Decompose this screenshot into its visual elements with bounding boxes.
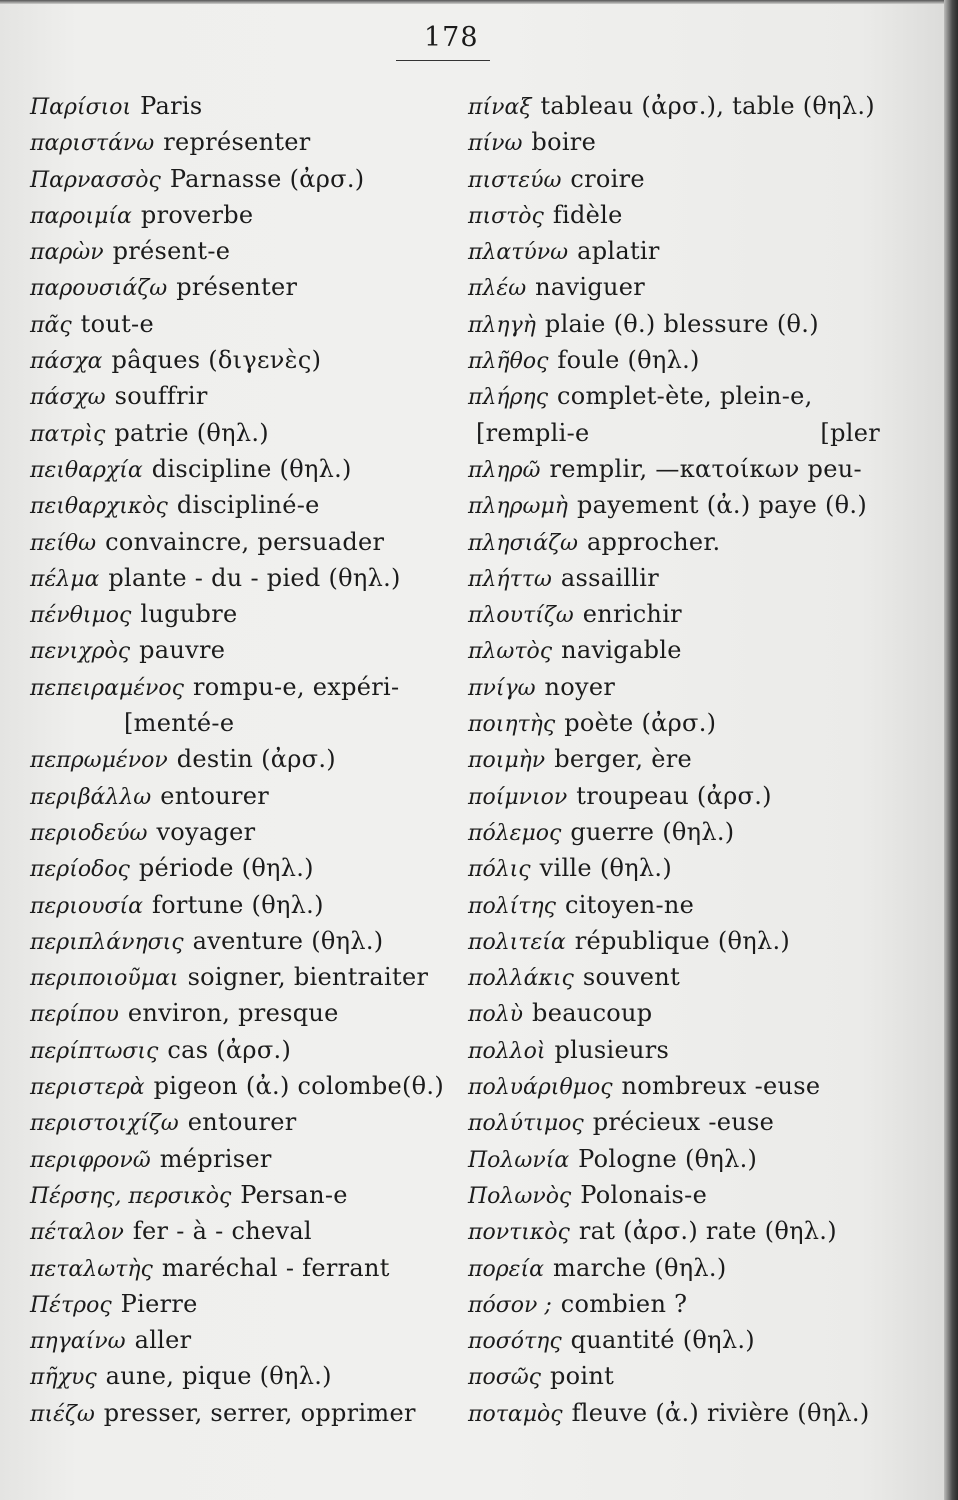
french-gloss: soigner, bientraiter <box>187 963 429 992</box>
dictionary-entry <box>30 778 450 814</box>
dictionary-entry <box>468 923 880 959</box>
french-gloss: pigeon (ἀ.) colombe(θ.) <box>153 1072 444 1101</box>
french-gloss: entourer <box>187 1108 297 1137</box>
dictionary-entry <box>468 850 880 886</box>
greek-headword: πολλοὶ <box>468 1038 546 1064</box>
french-gloss: maréchal - ferrant <box>161 1253 390 1282</box>
greek-headword: πολλάκις <box>468 966 574 992</box>
greek-headword: πιστὸς <box>468 203 544 229</box>
greek-headword: πλέω <box>468 276 527 302</box>
greek-headword: πιστεύω <box>468 167 562 193</box>
page-binding-shadow <box>944 0 958 1500</box>
dictionary-entry <box>468 1104 880 1140</box>
greek-headword: πίναξ <box>468 95 532 120</box>
greek-headword: πλήττω <box>468 566 552 592</box>
dictionary-entry <box>468 88 880 124</box>
dictionary-entry <box>468 378 880 414</box>
dictionary-entry <box>468 632 880 668</box>
greek-headword: περίπτωσις <box>30 1038 159 1064</box>
dictionary-entry <box>30 1322 450 1358</box>
dictionary-entry <box>30 1250 450 1286</box>
french-gloss: Paris <box>140 92 203 120</box>
dictionary-entry <box>30 1213 450 1249</box>
french-gloss: mépriser <box>159 1144 272 1173</box>
french-gloss: fer - à - cheval <box>132 1217 312 1246</box>
dictionary-entry <box>30 959 450 995</box>
greek-headword: πᾶς <box>30 312 72 338</box>
greek-headword: περιπλάνησις <box>30 929 184 955</box>
dictionary-entry <box>30 124 450 160</box>
dictionary-entry <box>468 560 880 596</box>
french-gloss: fleuve (ἀ.) rivière (θηλ.) <box>571 1398 870 1427</box>
french-gloss: citoyen-ne <box>564 890 695 919</box>
french-gloss: boire <box>531 128 597 157</box>
dictionary-entry <box>468 1286 880 1322</box>
dictionary-entry <box>468 596 880 632</box>
greek-headword: πειθαρχικὸς <box>30 494 168 520</box>
dictionary-entry <box>468 778 880 814</box>
french-gloss: plaie (θ.) blessure (θ.) <box>544 309 819 338</box>
dictionary-entry <box>468 451 880 487</box>
dictionary-entry <box>468 415 880 451</box>
greek-headword: πεπειραμένος <box>30 675 184 701</box>
french-gloss: navigable <box>561 636 682 665</box>
greek-headword: πενιχρὸς <box>30 639 131 665</box>
dictionary-entry <box>468 124 880 160</box>
french-gloss: quantité (θηλ.) <box>570 1326 755 1355</box>
french-gloss: discipliné-e <box>176 491 320 520</box>
french-gloss: croire <box>570 164 645 193</box>
french-gloss: période (θηλ.) <box>138 854 314 883</box>
right-column <box>468 88 880 1431</box>
dictionary-entry <box>468 1032 880 1068</box>
greek-headword: πληγὴ <box>468 312 536 338</box>
dictionary-entry <box>468 1068 880 1104</box>
left-column <box>30 88 450 1431</box>
french-gloss: enrichir <box>582 600 682 629</box>
dictionary-entry <box>468 887 880 923</box>
greek-headword: πολυάριθμος <box>468 1075 613 1101</box>
dictionary-entry <box>30 1286 450 1322</box>
french-gloss: aune, pique (θηλ.) <box>105 1362 332 1391</box>
dictionary-entry <box>468 524 880 560</box>
french-gloss: pâques (διγενὲς) <box>111 346 322 375</box>
french-gloss: Polonais-e <box>580 1180 708 1209</box>
greek-headword: πάσχα <box>30 349 103 375</box>
dictionary-entry <box>30 451 450 487</box>
dictionary-entry <box>30 415 450 451</box>
dictionary-entry <box>30 669 450 705</box>
dictionary-entry <box>468 1358 880 1394</box>
greek-headword: Πέρσης, περσικὸς <box>30 1183 232 1209</box>
dictionary-entry <box>468 1395 880 1431</box>
greek-headword: πλωτὸς <box>468 639 553 665</box>
french-gloss: fortune (θηλ.) <box>151 890 324 919</box>
page-top-edge <box>0 0 958 4</box>
greek-headword: ποιμὴν <box>468 748 546 774</box>
greek-headword: περιβάλλω <box>30 784 152 810</box>
dictionary-entry <box>30 1032 450 1068</box>
dictionary-entry <box>468 705 880 741</box>
french-gloss: Pierre <box>120 1289 198 1318</box>
dictionary-entry <box>30 233 450 269</box>
dictionary-entry <box>30 1358 450 1394</box>
greek-headword: ποταμὸς <box>468 1401 563 1427</box>
dictionary-entry <box>30 342 450 378</box>
greek-headword: πλήρης <box>468 385 549 411</box>
greek-headword: πόσον ; <box>468 1292 552 1318</box>
dictionary-entry <box>468 233 880 269</box>
greek-headword: περιστερὰ <box>30 1075 145 1101</box>
greek-headword: πλατύνω <box>468 240 569 266</box>
dictionary-entry <box>30 1395 450 1431</box>
french-gloss: aller <box>134 1326 192 1355</box>
greek-headword: πνίγω <box>468 675 536 701</box>
french-gloss: remplir, —κατοίκων peu- <box>549 454 862 483</box>
french-gloss: discipline (θηλ.) <box>151 454 352 483</box>
french-gloss: [rempli-e <box>476 418 590 447</box>
greek-headword: πῆχυς <box>30 1365 97 1391</box>
greek-headword: πολιτεία <box>468 929 566 955</box>
french-gloss: nombreux -euse <box>621 1072 821 1101</box>
french-gloss: convaincre, persuader <box>105 527 385 556</box>
french-gloss: aventure (θηλ.) <box>192 926 384 955</box>
dictionary-entry <box>30 306 450 342</box>
dictionary-entry <box>30 161 450 197</box>
greek-headword: παρουσιάζω <box>30 276 168 302</box>
french-gloss: payement (ἀ.) paye (θ.) <box>576 491 868 520</box>
french-gloss: combien ? <box>560 1289 688 1318</box>
greek-headword: Πολωνὸς <box>468 1183 572 1209</box>
dictionary-entry <box>30 850 450 886</box>
french-gloss: patrie (θηλ.) <box>114 418 269 447</box>
dictionary-entry <box>30 524 450 560</box>
greek-headword: Παρνασσὸς <box>30 167 161 193</box>
dictionary-entry <box>30 487 450 523</box>
dictionary-entry <box>30 705 450 741</box>
greek-headword: περιοδεύω <box>30 820 148 846</box>
dictionary-entry <box>468 342 880 378</box>
french-gloss: Pologne (θηλ.) <box>578 1144 758 1173</box>
french-gloss: [menté-e <box>124 709 235 738</box>
french-gloss: beaucoup <box>532 999 653 1028</box>
dictionary-entry <box>468 487 880 523</box>
greek-headword: Πολωνία <box>468 1147 570 1173</box>
french-gloss: présent-e <box>112 237 231 266</box>
french-gloss: entourer <box>160 781 269 810</box>
greek-headword: πέταλον <box>30 1220 124 1246</box>
french-gloss: environ, presque <box>127 999 339 1028</box>
greek-headword: πολίτης <box>468 893 556 919</box>
french-gloss: complet-ète, plein-e, <box>557 382 813 411</box>
french-gloss: troupeau (ἀρσ.) <box>576 781 772 810</box>
french-gloss: voyager <box>156 817 256 846</box>
dictionary-entry <box>468 269 880 305</box>
greek-headword: πολύτιμος <box>468 1111 584 1137</box>
greek-headword: πληρωμὴ <box>468 494 568 520</box>
greek-headword: πείθω <box>30 530 97 556</box>
dictionary-entry <box>30 887 450 923</box>
greek-headword: περιφρονῶ <box>30 1147 151 1173</box>
greek-headword: παριστάνω <box>30 131 155 157</box>
french-gloss: république (θηλ.) <box>574 926 791 955</box>
french-gloss: rat (ἀρσ.) rate (θηλ.) <box>578 1217 837 1246</box>
dictionary-entry <box>30 197 450 233</box>
greek-headword: παροιμία <box>30 203 132 229</box>
dictionary-entry <box>30 923 450 959</box>
greek-headword: πολὺ <box>468 1002 524 1028</box>
greek-headword: πλησιάζω <box>468 530 578 556</box>
french-gloss: ville (θηλ.) <box>539 854 673 883</box>
french-gloss: proverbe <box>140 200 254 229</box>
dictionary-entry <box>30 1177 450 1213</box>
french-gloss: rompu-e, expéri- <box>193 672 400 701</box>
dictionary-entry <box>468 669 880 705</box>
greek-headword: ποίμνιον <box>468 784 568 810</box>
greek-headword: περιποιοῦμαι <box>30 966 179 992</box>
greek-headword: ποσότης <box>468 1329 562 1355</box>
dictionary-entry <box>30 741 450 777</box>
dictionary-entry <box>468 1322 880 1358</box>
greek-headword: ποντικὸς <box>468 1220 570 1246</box>
dictionary-entry <box>468 1213 880 1249</box>
greek-headword: πάσχω <box>30 385 106 411</box>
dictionary-entry <box>468 741 880 777</box>
dictionary-entry <box>30 560 450 596</box>
french-gloss: souvent <box>582 963 681 992</box>
greek-headword: περίοδος <box>30 857 130 883</box>
greek-headword: περίπου <box>30 1002 119 1028</box>
dictionary-entry <box>468 1177 880 1213</box>
greek-headword: ποσῶς <box>468 1365 541 1391</box>
dictionary-entry <box>468 1141 880 1177</box>
french-gloss: naviguer <box>535 273 646 302</box>
french-gloss: presser, serrer, opprimer <box>103 1398 416 1427</box>
greek-headword: πατρὶς <box>30 421 106 447</box>
greek-headword: Πέτρος <box>30 1292 112 1318</box>
greek-headword: πεταλωτὴς <box>30 1256 153 1282</box>
dictionary-entry <box>30 1141 450 1177</box>
french-gloss-continuation: [pler <box>820 418 880 447</box>
french-gloss: noyer <box>544 672 616 701</box>
page-number-rule <box>396 60 490 61</box>
dictionary-entry <box>468 959 880 995</box>
french-gloss: plusieurs <box>554 1035 670 1064</box>
greek-headword: πλῆθος <box>468 349 549 375</box>
greek-headword: πορεία <box>468 1256 544 1282</box>
dictionary-entry <box>30 995 450 1031</box>
french-gloss: plante - du - pied (θηλ.) <box>108 563 401 592</box>
french-gloss: représenter <box>163 128 311 157</box>
french-gloss: cas (ἀρσ.) <box>167 1035 292 1064</box>
greek-headword: πληρῶ <box>468 457 541 483</box>
dictionary-entry <box>30 814 450 850</box>
french-gloss: Persan-e <box>240 1180 348 1209</box>
french-gloss: souffrir <box>114 382 208 411</box>
dictionary-entry <box>468 306 880 342</box>
dictionary-entry <box>30 632 450 668</box>
dictionary-entry <box>30 88 450 124</box>
french-gloss: berger, ère <box>554 745 693 774</box>
french-gloss: aplatir <box>577 237 660 266</box>
greek-headword: περιστοιχίζω <box>30 1111 179 1137</box>
greek-headword: πόλις <box>468 857 531 883</box>
greek-headword: πίνω <box>468 131 523 157</box>
dictionary-entry <box>468 1250 880 1286</box>
greek-headword: πηγαίνω <box>30 1329 126 1355</box>
french-gloss: poète (ἀρσ.) <box>564 709 717 738</box>
greek-headword: πιέζω <box>30 1401 95 1427</box>
greek-headword: παρὼν <box>30 240 104 266</box>
greek-headword: πένθιμος <box>30 603 132 629</box>
french-gloss: approcher. <box>586 527 721 556</box>
french-gloss: tout-e <box>80 309 154 338</box>
french-gloss: assaillir <box>560 563 660 592</box>
greek-headword: πειθαρχία <box>30 457 143 483</box>
french-gloss: présenter <box>176 273 298 302</box>
greek-headword: ποιητὴς <box>468 712 556 738</box>
french-gloss: destin (ἀρσ.) <box>176 745 336 774</box>
french-gloss: Parnasse (ἀρσ.) <box>169 164 365 193</box>
dictionary-entry <box>468 161 880 197</box>
french-gloss: foule (θηλ.) <box>557 346 700 375</box>
greek-headword: πόλεμος <box>468 820 562 846</box>
french-gloss: tableau (ἀρσ.), table (θηλ.) <box>540 92 875 120</box>
french-gloss: guerre (θηλ.) <box>570 817 735 846</box>
dictionary-entry <box>30 1104 450 1140</box>
greek-headword: πεπρωμένον <box>30 748 168 774</box>
page-number: 178 <box>424 22 479 53</box>
french-gloss: fidèle <box>552 200 623 229</box>
dictionary-entry <box>468 995 880 1031</box>
french-gloss: marche (θηλ.) <box>552 1253 727 1282</box>
greek-headword: πέλμα <box>30 566 100 592</box>
dictionary-entry <box>30 596 450 632</box>
french-gloss: lugubre <box>140 600 238 629</box>
dictionary-entry <box>30 1068 450 1104</box>
dictionary-entry <box>468 814 880 850</box>
french-gloss: précieux -euse <box>592 1108 775 1137</box>
dictionary-entry <box>468 197 880 233</box>
greek-headword: περιουσία <box>30 893 143 919</box>
greek-headword: πλουτίζω <box>468 603 574 629</box>
dictionary-entry <box>30 378 450 414</box>
greek-headword: Παρίσιοι <box>30 95 132 120</box>
french-gloss: point <box>549 1362 615 1391</box>
dictionary-entry <box>30 269 450 305</box>
french-gloss: pauvre <box>139 636 226 665</box>
